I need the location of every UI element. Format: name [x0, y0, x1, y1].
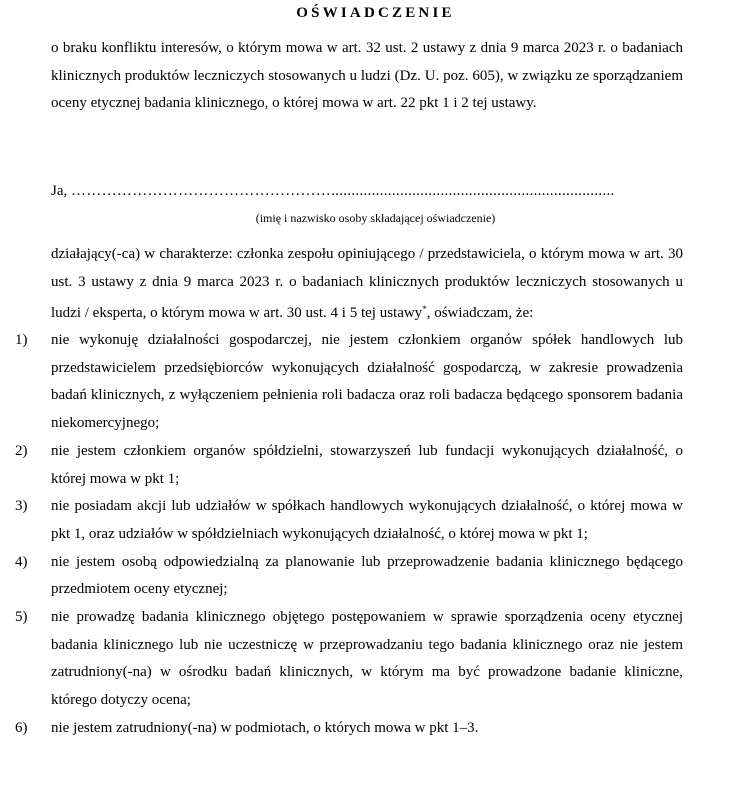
- list-item-text: nie wykonuję działalności gospodarczej, nie jestem członkiem organów spółek handlowych lub przedstawicielem przedsiębiorców wykonujących działalność gospodarczą, w zakresie prowadzenia badań klinicznych, z wyłączeniem pełnienia roli badacza oraz roli badacza będącego sponsorem badania niekomercyjnego;: [51, 332, 683, 432]
- acting-text-end: , oświadczam, że:: [426, 305, 534, 322]
- list-item-text: nie jestem osobą odpowiedzialną za planowanie lub przeprowadzenie badania klinicznego będącego przedmiotem oceny etycznej;: [51, 553, 683, 598]
- list-item-number: 4): [15, 553, 28, 570]
- list-item-number: 5): [15, 609, 28, 626]
- name-fill-line: [51, 183, 683, 200]
- ja-label: Ja,: [51, 183, 68, 199]
- list-item: [0, 549, 751, 604]
- acting-paragraph: [51, 241, 683, 328]
- list-item: [0, 327, 751, 438]
- list-item-number: 1): [15, 332, 28, 348]
- list-item-number: 3): [15, 498, 28, 515]
- declaration-list: [0, 327, 751, 743]
- list-item-number: 6): [15, 719, 28, 736]
- list-item: [0, 604, 751, 715]
- list-item: [0, 493, 751, 548]
- acting-text: działający(-ca) w charakterze: członka zespołu opiniującego / przedstawiciela, o którym mowa w art. 30 ust. 3 ustawy z dnia 9 marca 2023 r. o badaniach klinicznych produktów leczniczych stosowanych u ludzi / eksperta, o którym mowa w art. 30 ust. 4 i 5 tej ustawy: [51, 246, 683, 322]
- list-item-text: nie posiadam akcji lub udziałów w spółkach handlowych wykonujących działalność, o której mowa w pkt 1, oraz udziałów w spółdzielniach wykonujących działalność, o której mowa w pkt 1;: [51, 498, 683, 542]
- footnote-mark: *: [422, 304, 427, 315]
- document-title: OŚWIADCZENIE: [296, 5, 455, 21]
- list-item-number: 2): [15, 442, 28, 459]
- name-caption: (imię i nazwisko osoby składającej oświadczenie): [255, 211, 496, 225]
- list-item-text: nie jestem zatrudniony(-na) w podmiotach, o których mowa w pkt 1–3.: [51, 719, 479, 736]
- list-item: [0, 438, 751, 493]
- list-item-text: nie prowadzę badania klinicznego objętego postępowaniem w sprawie sporządzenia oceny etycznej badania klinicznego lub nie uczestniczę w przeprowadzaniu tego badania klinicznego oraz nie jestem zatrudniony(-na) w ośrodku badań klinicznych, w którym ma być prowadzone badanie kliniczne, którego dotyczy ocena;: [51, 609, 683, 709]
- list-item: [0, 715, 751, 743]
- list-item-text: nie jestem członkiem organów spółdzielni, stowarzyszeń lub fundacji wykonujących działalność, o której mowa w pkt 1;: [51, 442, 683, 487]
- intro-paragraph: o braku konfliktu interesów, o którym mowa w art. 32 ust. 2 ustawy z dnia 9 marca 2023 r. o badaniach klinicznych produktów leczniczych stosowanych u ludzi (Dz. U. poz. 605), w związku ze sporządzaniem oceny etycznej badania klinicznego, o której mowa w art. 22 pkt 1 i 2 tej ustawy.: [51, 40, 683, 112]
- name-dotted-field: ……………………………………………......................................................................: [71, 183, 615, 199]
